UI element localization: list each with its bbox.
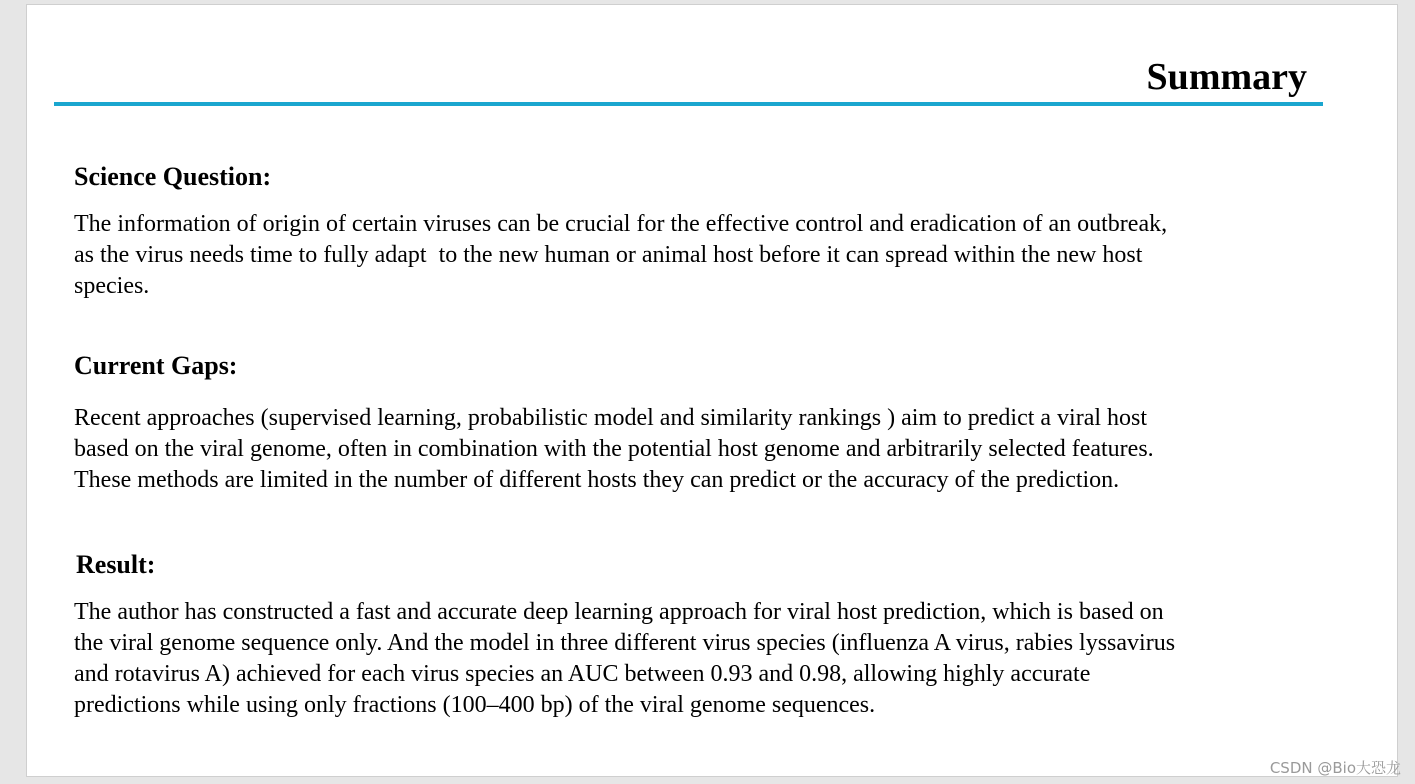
body-line: as the virus needs time to fully adapt to the new human or animal host before it can spread within the new host	[74, 242, 1143, 268]
body-line: The information of origin of certain viruses can be crucial for the effective control and eradication of an outbreak,	[74, 211, 1168, 237]
section-heading-result: Result:	[76, 550, 156, 579]
section-heading-current-gaps: Current Gaps:	[74, 351, 238, 380]
section-body-science-question	[74, 209, 1274, 302]
section-heading-science-question: Science Question:	[74, 162, 272, 191]
body-line: and rotavirus A) achieved for each virus species an AUC between 0.93 and 0.98, allowing highly accurate	[74, 661, 1091, 687]
body-line: species.	[74, 273, 150, 299]
slide-title: Summary	[1146, 56, 1307, 98]
body-line: predictions while using only fractions (100–400 bp) of the viral genome sequences.	[74, 692, 876, 718]
slide	[26, 4, 1398, 777]
section-body-result	[74, 597, 1274, 721]
title-underline	[54, 102, 1323, 106]
body-line: The author has constructed a fast and accurate deep learning approach for viral host prediction, which is based on	[74, 599, 1164, 625]
watermark: CSDN @Bio大恐龙	[1269, 759, 1401, 777]
section-body-current-gaps	[74, 403, 1274, 496]
body-line: These methods are limited in the number of different hosts they can predict or the accuracy of the prediction.	[74, 467, 1120, 493]
body-line: based on the viral genome, often in combination with the potential host genome and arbitrarily selected features.	[74, 436, 1154, 462]
body-line: the viral genome sequence only. And the model in three different virus species (influenza A virus, rabies lyssavirus	[74, 630, 1176, 656]
body-line: Recent approaches (supervised learning, probabilistic model and similarity rankings ) aim to predict a viral host	[74, 405, 1148, 431]
